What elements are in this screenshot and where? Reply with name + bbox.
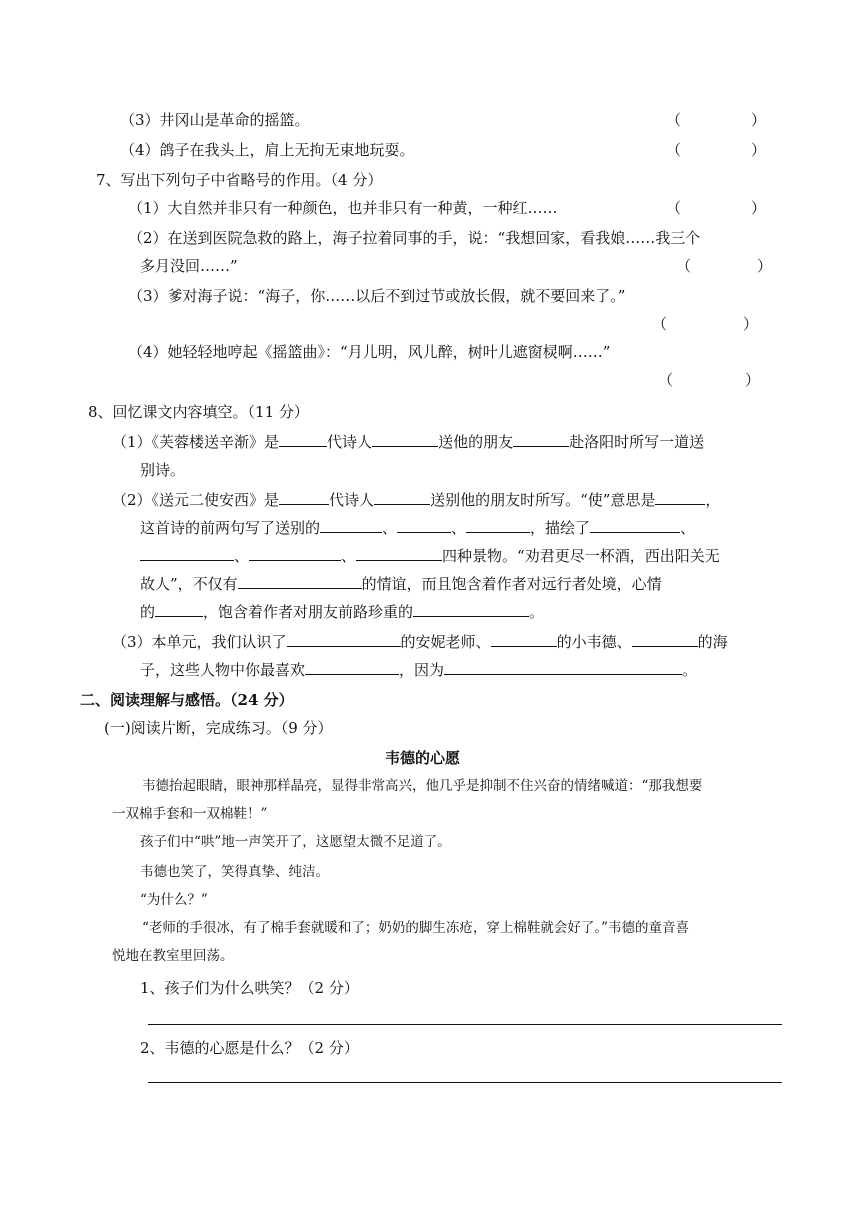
fill-blank[interactable] bbox=[140, 546, 234, 561]
paren-open: （ bbox=[676, 257, 692, 275]
answer-line-1[interactable] bbox=[148, 1024, 782, 1025]
q8-text: 这首诗的前两句写了送别的 bbox=[140, 519, 321, 537]
answer-paren-q7-1[interactable] bbox=[666, 198, 766, 218]
q7-item-2-line-2: 多月没回……” bbox=[140, 257, 238, 275]
q8-text: 、 bbox=[451, 519, 467, 537]
answer-paren-q7-3[interactable] bbox=[652, 314, 758, 334]
passage-para-5-line-1: “老师的手很冰，有了棉手套就暖和了；奶奶的脚生冻疮，穿上棉鞋就会好了。”韦德的童音喜 bbox=[142, 920, 690, 936]
q6-item-4: （4）鸽子在我头上，肩上无拘无束地玩耍。 bbox=[120, 141, 415, 159]
q8-text: 送他的朋友 bbox=[438, 433, 514, 451]
section-2-heading: 二、阅读理解与感悟。（24 分） bbox=[80, 691, 294, 709]
q8-text: 代诗人 bbox=[329, 491, 375, 509]
q8-text: （1）《芙蓉楼送辛渐》是 bbox=[112, 433, 280, 451]
paren-open: （ bbox=[658, 371, 674, 389]
answer-paren-q7-4[interactable] bbox=[658, 370, 760, 390]
q8-text: ，描绘了 bbox=[530, 519, 591, 537]
fill-blank[interactable] bbox=[372, 432, 438, 447]
fill-blank[interactable] bbox=[249, 546, 341, 561]
q8-part-2-line-1 bbox=[112, 490, 720, 510]
fill-blank[interactable] bbox=[590, 518, 680, 533]
q8-part-2-line-2 bbox=[140, 518, 695, 538]
fill-blank[interactable] bbox=[413, 602, 529, 617]
fill-blank[interactable] bbox=[238, 574, 362, 589]
paren-close: ） bbox=[751, 111, 767, 129]
fill-blank[interactable] bbox=[155, 602, 203, 617]
q8-text: （2）《送元二使安西》是 bbox=[112, 491, 280, 509]
q8-text: 送别他的朋友时所写。“使”意思是 bbox=[430, 491, 656, 509]
fill-blank[interactable] bbox=[655, 490, 705, 505]
q8-text: 的 bbox=[140, 603, 156, 621]
paren-close: ） bbox=[751, 141, 767, 159]
q8-text: ，饱含着作者对朋友前路珍重的 bbox=[203, 603, 414, 621]
q8-part-3-line-1 bbox=[112, 632, 728, 652]
passage-para-3: 韦德也笑了，笑得真挚、纯洁。 bbox=[140, 864, 329, 880]
fill-blank[interactable] bbox=[279, 490, 329, 505]
q8-text: 的海 bbox=[697, 633, 728, 651]
q8-part-3-line-2 bbox=[140, 660, 697, 680]
q8-text: 。 bbox=[529, 603, 545, 621]
q7-item-3: （3）爹对海子说：“海子，你……以后不到过节或放长假，就不要回来了。” bbox=[128, 287, 626, 305]
passage-para-4: “为什么？” bbox=[140, 892, 208, 908]
q7-item-4: （4）她轻轻地哼起《摇篮曲》：“月儿明，风儿醉，树叶儿遮窗棂啊……” bbox=[128, 343, 611, 361]
q7-item-1: （1）大自然并非只有一种颜色，也并非只有一种黄，一种红…… bbox=[128, 199, 558, 217]
passage-para-5-line-2: 悦地在教室里回荡。 bbox=[112, 948, 234, 964]
answer-paren-q6-4[interactable] bbox=[666, 140, 766, 160]
fill-blank[interactable] bbox=[632, 632, 698, 647]
q7-item-2-line-1: （2）在送到医院急救的路上，海子拉着同事的手，说：“我想回家，看我娘……我三个 bbox=[128, 229, 701, 247]
paren-close: ） bbox=[751, 199, 767, 217]
q8-text: 的小韦德、 bbox=[556, 633, 632, 651]
answer-line-2[interactable] bbox=[148, 1082, 782, 1083]
q8-text: 故人”，不仅有 bbox=[140, 575, 238, 593]
section-2-subheading: (一)阅读片断，完成练习。（9 分） bbox=[104, 719, 333, 737]
paren-open: （ bbox=[666, 199, 682, 217]
fill-blank[interactable] bbox=[397, 518, 451, 533]
fill-blank[interactable] bbox=[320, 518, 382, 533]
q7-heading: 7、写出下列句子中省略号的作用。（4 分） bbox=[96, 171, 383, 189]
q8-text: 子，这些人物中你最喜欢 bbox=[140, 661, 306, 679]
paren-close: ） bbox=[757, 257, 773, 275]
q8-text: 四种景物。“劝君更尽一杯酒，西出阳关无 bbox=[442, 547, 720, 565]
answer-paren-q7-2[interactable] bbox=[676, 256, 772, 276]
passage-para-1-line-2: 一双棉手套和一双棉鞋！” bbox=[112, 806, 268, 822]
q8-part-2-line-4 bbox=[140, 574, 662, 594]
paren-close: ） bbox=[743, 315, 759, 333]
q8-text: 的安妮老师、 bbox=[400, 633, 491, 651]
q8-text: 、 bbox=[341, 547, 357, 565]
paren-open: （ bbox=[666, 111, 682, 129]
paren-open: （ bbox=[666, 141, 682, 159]
fill-blank[interactable] bbox=[513, 432, 569, 447]
passage-para-1-line-1: 韦德抬起眼睛，眼神那样晶亮，显得非常高兴，他几乎是抑制不住兴奋的情绪喊道：“那我想要 bbox=[142, 778, 703, 794]
paren-open: （ bbox=[652, 315, 668, 333]
q8-text: 、 bbox=[234, 547, 250, 565]
q8-text: 的情谊，而且饱含着作者对远行者处境，心情 bbox=[361, 575, 662, 593]
q8-text: （3）本单元，我们认识了 bbox=[112, 633, 287, 651]
q8-part-2-line-5 bbox=[140, 602, 544, 622]
q8-text: 。 bbox=[682, 661, 698, 679]
q8-part-1-line-2: 别诗。 bbox=[140, 461, 186, 479]
paren-close: ） bbox=[745, 371, 761, 389]
reading-question-2: 2、韦德的心愿是什么？（2 分） bbox=[140, 1039, 359, 1057]
q8-text: ， bbox=[705, 491, 721, 509]
fill-blank[interactable] bbox=[279, 432, 327, 447]
q8-part-1-line-1 bbox=[112, 432, 704, 452]
q8-part-2-line-3 bbox=[140, 546, 720, 566]
fill-blank[interactable] bbox=[374, 490, 430, 505]
fill-blank[interactable] bbox=[305, 660, 399, 675]
q8-text: ，因为 bbox=[399, 661, 445, 679]
answer-paren-q6-3[interactable] bbox=[666, 110, 766, 130]
passage-title: 韦德的心愿 bbox=[385, 749, 461, 767]
q8-text: 赴洛阳时所写一道送 bbox=[569, 433, 705, 451]
fill-blank[interactable] bbox=[356, 546, 442, 561]
q8-text: 、 bbox=[382, 519, 398, 537]
fill-blank[interactable] bbox=[444, 660, 682, 675]
fill-blank[interactable] bbox=[491, 632, 557, 647]
q8-text: 、 bbox=[680, 519, 696, 537]
passage-para-2: 孩子们中“哄”地一声笑开了，这愿望太微不足道了。 bbox=[140, 834, 451, 850]
fill-blank[interactable] bbox=[287, 632, 401, 647]
q8-heading: 8、回忆课文内容填空。（11 分） bbox=[88, 403, 309, 421]
reading-question-1: 1、孩子们为什么哄笑？（2 分） bbox=[140, 979, 359, 997]
fill-blank[interactable] bbox=[466, 518, 530, 533]
q6-item-3: （3）井冈山是革命的摇篮。 bbox=[120, 111, 310, 129]
q8-text: 代诗人 bbox=[327, 433, 373, 451]
